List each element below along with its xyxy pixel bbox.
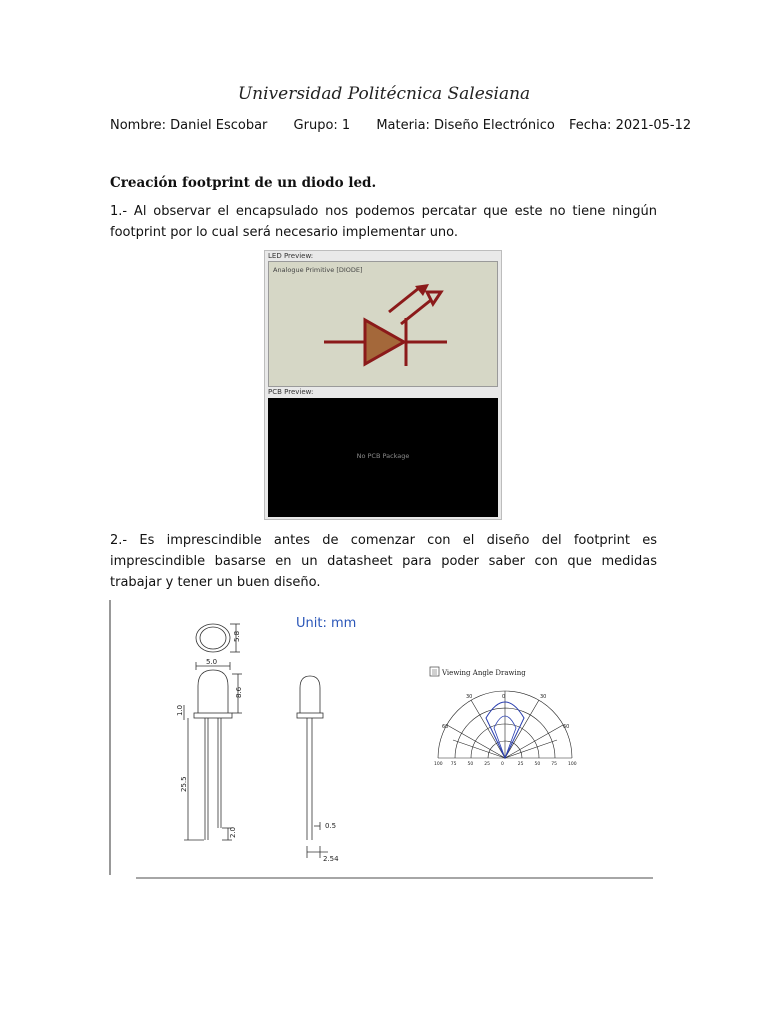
student-name: Nombre: Daniel Escobar (110, 118, 268, 133)
angle-label-30-right: 30 (540, 694, 547, 700)
led-dimension-drawing (108, 600, 668, 885)
date: Fecha: 2021-05-12 (568, 118, 692, 133)
paragraph-step-1: 1.- Al observar el encapsulado nos podemos percatar que este no tiene ningún footprint por lo cual será necesario implementar uno. (110, 204, 657, 240)
group-number: Grupo: 1 (293, 118, 351, 133)
led-symbol-area (268, 261, 498, 387)
dim-top-height: 5.8 (233, 630, 241, 642)
axis-tick-label: 25 (517, 762, 524, 767)
led-preview-label: LED Preview: (268, 252, 314, 260)
datasheet-drawing (108, 600, 668, 885)
angle-label-60-right: 60 (563, 724, 570, 730)
viewing-angle-title: Viewing Angle Drawing (442, 669, 526, 677)
axis-tick-label: 50 (467, 762, 474, 767)
led-preview-screenshot (264, 250, 502, 520)
angle-label-0: 0 (502, 694, 506, 700)
dim-width: 5.0 (206, 658, 218, 666)
subject: Materia: Diseño Electrónico (376, 118, 555, 133)
section-title: Creación footprint de un diodo led. (110, 175, 377, 191)
angle-label-30-left: 30 (466, 694, 473, 700)
angle-label-60-left: 60 (442, 724, 449, 730)
viewing-angle-chart (430, 667, 577, 767)
axis-tick-label: 25 (484, 762, 490, 767)
axis-tick-label: 75 (551, 762, 557, 767)
dim-body-height: 8.6 (235, 686, 243, 698)
dim-pitch: 2.54 (323, 855, 339, 863)
paragraph-step-2: 2.- Es imprescindible antes de comenzar con el diseño del footprint es imprescindible basarse en un datasheet para poder saber con que medidas trabajar y tener un buen diseño. (110, 533, 657, 590)
dim-lead-length: 25.5 (180, 776, 188, 792)
axis-tick-label: 100 (434, 762, 443, 767)
dim-flange: 1.0 (176, 704, 184, 716)
pcb-preview-label: PCB Preview: (268, 388, 314, 396)
university-title: Universidad Politécnica Salesiana (237, 84, 531, 104)
axis-tick-label: 50 (534, 762, 541, 767)
axis-tick-label: 75 (450, 762, 457, 767)
unit-label: Unit: mm (296, 616, 357, 631)
led-diode-symbol-icon (269, 262, 497, 386)
dim-lead-bottom: 2.0 (229, 826, 237, 838)
axis-tick-label: 100 (568, 762, 577, 767)
student-info-row (110, 118, 713, 133)
pcb-preview-area (268, 398, 498, 517)
dim-lead-width: 0.5 (325, 822, 337, 830)
pcb-message: No PCB Package (356, 452, 410, 460)
primitive-label: Analogue Primitive [DIODE] (273, 266, 363, 274)
document-icon (430, 667, 439, 676)
axis-tick-label: 0 (501, 762, 504, 767)
